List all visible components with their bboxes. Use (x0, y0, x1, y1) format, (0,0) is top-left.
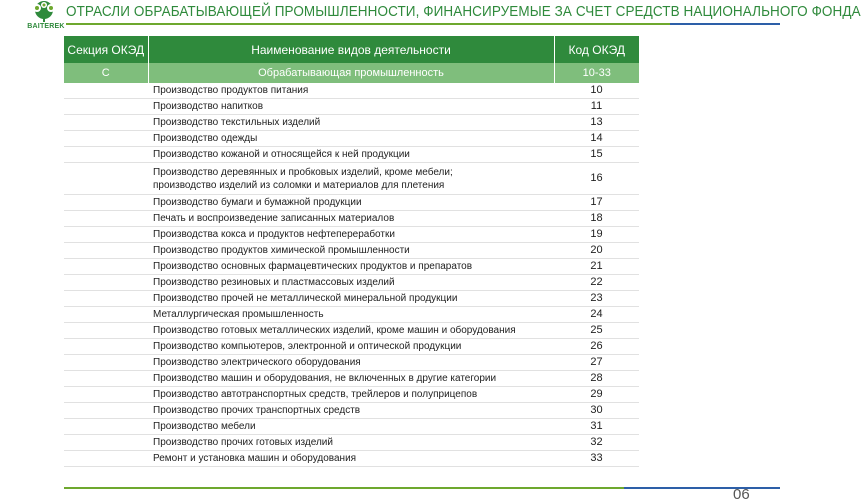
activity-name-line: Металлургическая промышленность (153, 309, 324, 320)
row-okved-code: 28 (554, 371, 639, 387)
row-activity-name (148, 83, 554, 99)
table-row (64, 339, 639, 355)
row-section-cell (64, 275, 148, 291)
activity-name-line: производство изделий из соломки и материалов для плетения (153, 179, 445, 191)
row-section-cell (64, 147, 148, 163)
table-row (64, 83, 639, 99)
row-section-cell (64, 339, 148, 355)
table-row (64, 195, 639, 211)
section-code: С (64, 63, 148, 83)
table-row (64, 275, 639, 291)
row-activity-name (148, 291, 554, 307)
row-okved-code: 20 (554, 243, 639, 259)
okved-table (64, 36, 639, 467)
table-row (64, 451, 639, 467)
activity-name-line: Производство прочей не металлической минеральной продукции (153, 293, 458, 304)
page-title: ОТРАСЛИ ОБРАБАТЫВАЮЩЕЙ ПРОМЫШЛЕННОСТИ, ФИНАНСИРУЕМЫЕ ЗА СЧЕТ СРЕДСТВ НАЦИОНАЛЬНОГО ФОНДА (66, 3, 861, 20)
activity-name-line: Производства кокса и продуктов нефтепереработки (153, 229, 395, 240)
column-header-section: Секция ОКЭД (64, 36, 148, 63)
activity-name-line: Производство одежды (153, 133, 258, 144)
table-row (64, 307, 639, 323)
row-activity-name (148, 403, 554, 419)
column-header-code: Код ОКЭД (554, 36, 639, 63)
activity-name-line: Производство электрического оборудования (153, 357, 361, 368)
table-row (64, 115, 639, 131)
row-activity-name (148, 355, 554, 371)
row-section-cell (64, 403, 148, 419)
row-activity-name (148, 147, 554, 163)
logo-text: BAITEREK (27, 23, 65, 30)
row-activity-name (148, 451, 554, 467)
row-section-cell (64, 307, 148, 323)
row-okved-code: 27 (554, 355, 639, 371)
row-activity-name (148, 371, 554, 387)
row-activity-name (148, 243, 554, 259)
row-okved-code: 21 (554, 259, 639, 275)
activity-name-line: Производство деревянных и пробковых изделий, кроме мебели; (153, 166, 453, 178)
activity-name-line: Производство готовых металлических изделий, кроме машин и оборудования (153, 325, 516, 336)
row-activity-name (148, 227, 554, 243)
table-row (64, 211, 639, 227)
row-section-cell (64, 131, 148, 147)
activity-name-line: Печать и воспроизведение записанных материалов (153, 213, 395, 224)
row-okved-code: 23 (554, 291, 639, 307)
activity-name-line: Производство автотранспортных средств, трейлеров и полуприцепов (153, 389, 478, 400)
row-section-cell (64, 355, 148, 371)
row-section-cell (64, 435, 148, 451)
table-row (64, 99, 639, 115)
row-okved-code: 25 (554, 323, 639, 339)
table-row (64, 227, 639, 243)
baiterek-logo (22, 0, 66, 36)
table-row (64, 323, 639, 339)
row-activity-name (148, 163, 554, 195)
row-section-cell (64, 163, 148, 195)
row-activity-name (148, 211, 554, 227)
row-okved-code: 29 (554, 387, 639, 403)
row-okved-code: 19 (554, 227, 639, 243)
row-okved-code: 14 (554, 131, 639, 147)
table-row (64, 403, 639, 419)
row-okved-code: 33 (554, 451, 639, 467)
row-section-cell (64, 211, 148, 227)
table-row (64, 131, 639, 147)
row-okved-code: 16 (554, 163, 639, 195)
title-divider (66, 23, 780, 25)
row-okved-code: 31 (554, 419, 639, 435)
row-section-cell (64, 371, 148, 387)
row-okved-code: 26 (554, 339, 639, 355)
table-row (64, 435, 639, 451)
row-okved-code: 18 (554, 211, 639, 227)
tree-icon (26, 0, 62, 24)
table-row (64, 355, 639, 371)
row-section-cell (64, 227, 148, 243)
row-section-cell (64, 259, 148, 275)
row-activity-name (148, 195, 554, 211)
row-section-cell (64, 243, 148, 259)
row-section-cell (64, 99, 148, 115)
table-row (64, 259, 639, 275)
section-name: Обрабатывающая промышленность (148, 63, 554, 83)
activity-name-line: Производство продуктов питания (153, 85, 309, 96)
activity-name-line: Производство напитков (153, 101, 264, 112)
table-row (64, 243, 639, 259)
row-section-cell (64, 387, 148, 403)
row-activity-name (148, 115, 554, 131)
section-row (64, 63, 639, 83)
table-row (64, 163, 639, 195)
activity-name-line: Производство бумаги и бумажной продукции (153, 197, 362, 208)
row-okved-code: 24 (554, 307, 639, 323)
row-section-cell (64, 195, 148, 211)
activity-name-line: Производство текстильных изделий (153, 117, 321, 128)
row-activity-name (148, 435, 554, 451)
row-okved-code: 32 (554, 435, 639, 451)
row-activity-name (148, 307, 554, 323)
activity-name-line: Производство резиновых и пластмассовых изделий (153, 277, 395, 288)
page-number: 06 (733, 486, 750, 503)
table-row (64, 419, 639, 435)
row-okved-code: 22 (554, 275, 639, 291)
activity-name-line: Производство машин и оборудования, не включенных в другие категории (153, 373, 497, 384)
row-activity-name (148, 323, 554, 339)
activity-name-line: Производство прочих транспортных средств (153, 405, 361, 416)
row-okved-code: 17 (554, 195, 639, 211)
row-okved-code: 13 (554, 115, 639, 131)
section-range: 10-33 (554, 63, 639, 83)
row-section-cell (64, 419, 148, 435)
row-activity-name (148, 339, 554, 355)
activity-name-line: Производство продуктов химической промышленности (153, 245, 410, 256)
row-section-cell (64, 323, 148, 339)
row-activity-name (148, 275, 554, 291)
activity-name-line: Производство прочих готовых изделий (153, 437, 333, 448)
activity-name-line: Производство кожаной и относящейся к ней продукции (153, 149, 410, 160)
row-activity-name (148, 259, 554, 275)
row-section-cell (64, 451, 148, 467)
row-section-cell (64, 83, 148, 99)
row-section-cell (64, 115, 148, 131)
table-row (64, 387, 639, 403)
activity-name-line: Производство основных фармацевтических продуктов и препаратов (153, 261, 473, 272)
table-header (64, 36, 639, 63)
row-activity-name (148, 131, 554, 147)
activity-name-line: Производство мебели (153, 421, 256, 432)
row-section-cell (64, 291, 148, 307)
table-row (64, 371, 639, 387)
table-row (64, 147, 639, 163)
table-row (64, 291, 639, 307)
row-okved-code: 11 (554, 99, 639, 115)
row-activity-name (148, 419, 554, 435)
row-okved-code: 30 (554, 403, 639, 419)
column-header-activity: Наименование видов деятельности (148, 36, 554, 63)
row-okved-code: 10 (554, 83, 639, 99)
row-activity-name (148, 387, 554, 403)
activity-name-line: Ремонт и установка машин и оборудования (153, 453, 357, 464)
row-okved-code: 15 (554, 147, 639, 163)
activity-name-line: Производство компьютеров, электронной и оптической продукции (153, 341, 462, 352)
row-activity-name (148, 99, 554, 115)
footer-divider (64, 487, 780, 489)
